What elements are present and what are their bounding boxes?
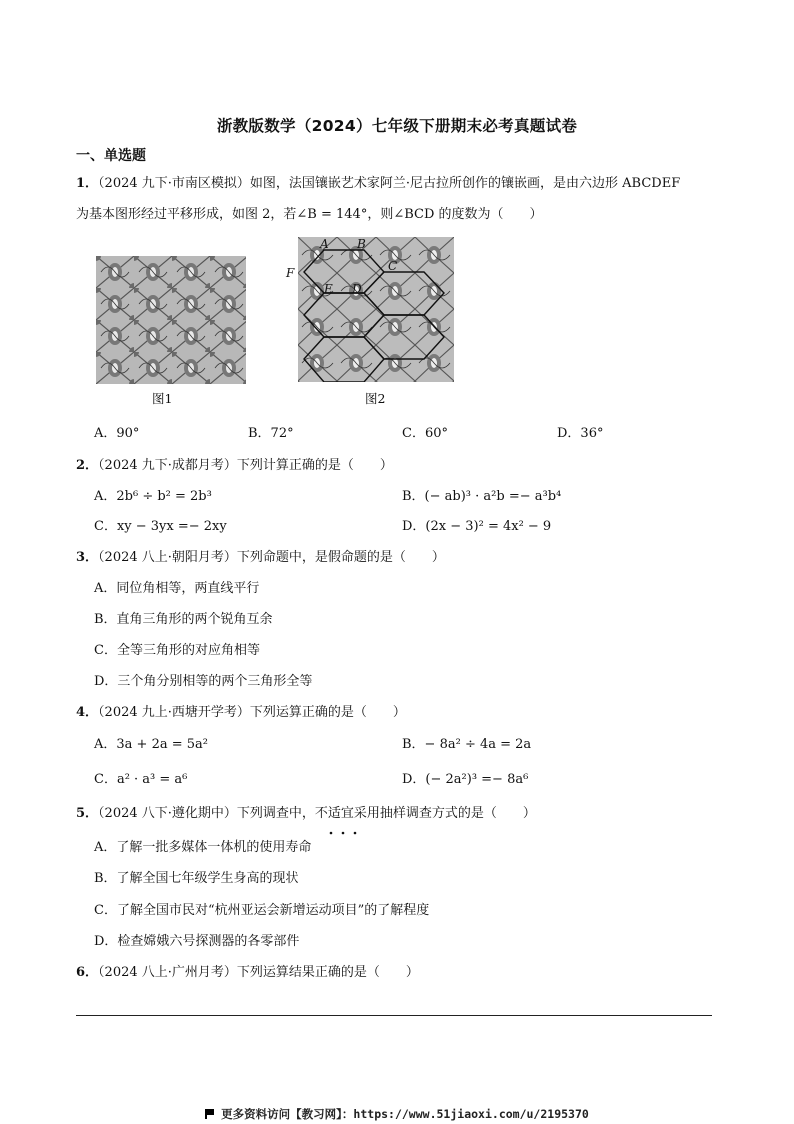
q3-option-d[interactable]: D．三个角分别相等的两个三角形全等 [94,674,313,689]
page-divider [76,1015,712,1016]
tessellation-image-1 [96,256,246,384]
question-text: （2024 八上·朝阳月考）下列命题中，是假命题的是（ ） [98,550,445,565]
q3-option-c[interactable]: C．全等三角形的对应角相等 [94,643,260,658]
footer-link[interactable] [0,1106,794,1122]
question-number: 3． [76,550,99,565]
question-6 [76,961,419,980]
q1-option-b[interactable]: B．72° [248,426,294,441]
figure-1-caption: 图1 [152,391,173,406]
q4-option-a[interactable]: A．3a + 2a = 5a² [94,737,208,752]
q4-option-b[interactable]: B．− 8a² ÷ 4a = 2a [402,737,532,752]
page-title: 浙教版数学（2024）七年级下册期末必考真题试卷 [216,117,578,135]
question-text: （2024 八下·遵化期中）下列调查中，不适宜采用抽样调查方式的是（ ） [98,806,536,821]
section-heading: 一、单选题 [76,148,146,164]
figure-2 [298,237,454,382]
q5-option-a[interactable]: A．了解一批多媒体一体机的使用寿命 [94,840,312,855]
label-b: B [357,237,366,251]
figure-2-caption: 图2 [365,391,386,406]
question-number: 4． [76,705,99,720]
q1-option-d[interactable]: D．36° [557,426,604,441]
footer-text: 更多资料访问【教习网】：https://www.51jiaoxi.com/u/2195370 [221,1107,589,1121]
q2-option-b[interactable]: B．(− ab)³ · a²b =− a³b⁴ [402,489,562,504]
question-text: （2024 八上·广州月考）下列运算结果正确的是（ ） [98,965,419,980]
question-1-line-2: 为基本图形经过平移形成，如图 2，若∠B = 144°，则∠BCD 的度数为（ ） [76,207,543,222]
label-a: A [320,237,329,251]
emphasis-dots [327,820,359,824]
q3-option-a[interactable]: A．同位角相等，两直线平行 [94,581,260,596]
q1-option-a[interactable]: A．90° [94,426,140,441]
question-number: 2． [76,458,99,473]
question-number: 6． [76,965,99,980]
question-text: （2024 九下·成都月考）下列计算正确的是（ ） [98,458,393,473]
question-3 [76,546,445,565]
q4-option-d[interactable]: D．(− 2a²)³ =− 8a⁶ [402,772,529,787]
question-2 [76,454,393,473]
q2-option-c[interactable]: C．xy − 3yx =− 2xy [94,519,227,534]
question-text: （2024 九下·市南区模拟）如图，法国镶嵌艺术家阿兰·尼古拉所创作的镶嵌画，是由六边形 ABCDEF [98,176,681,191]
question-text: （2024 九上·西塘开学考）下列运算正确的是（ ） [98,705,406,720]
label-c: C [388,259,398,273]
q5-option-c[interactable]: C．了解全国市民对“杭州亚运会新增运动项目”的了解程度 [94,903,430,918]
question-4 [76,701,406,720]
question-number: 5． [76,806,99,821]
q1-option-c[interactable]: C．60° [402,426,448,441]
q5-option-d[interactable]: D．检查嫦娥六号探测器的各零部件 [94,934,300,949]
question-5 [76,802,536,821]
question-number: 1． [76,176,99,191]
q5-option-b[interactable]: B．了解全国七年级学生身高的现状 [94,871,299,886]
label-e: E [324,282,333,296]
label-f: F [286,266,295,280]
q2-option-a[interactable]: A．2b⁶ ÷ b² = 2b³ [94,489,212,504]
q3-option-b[interactable]: B．直角三角形的两个锐角互余 [94,612,273,627]
tessellation-image-2 [298,237,454,382]
flag-icon [205,1109,215,1119]
figure-1 [96,256,246,384]
question-1-line-1 [76,172,680,191]
label-d: D [352,282,362,296]
q4-option-c[interactable]: C．a² · a³ = a⁶ [94,772,188,787]
q2-option-d[interactable]: D．(2x − 3)² = 4x² − 9 [402,519,552,534]
